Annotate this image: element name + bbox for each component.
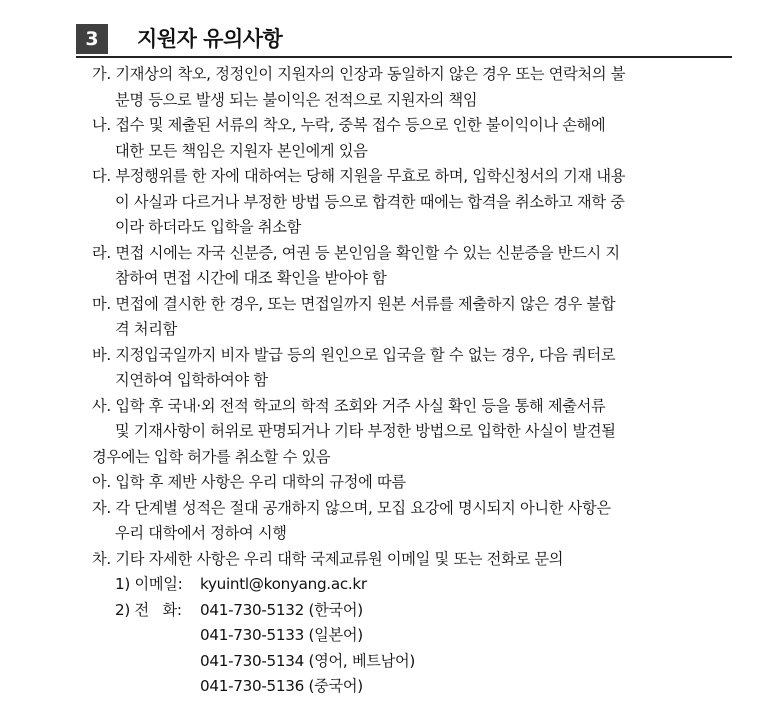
notice-line: 자. 각 단계별 성적은 절대 공개하지 않으며, 모집 요강에 명시되지 아니한 사항은 [92, 498, 611, 517]
notice-line: 가. 기재상의 착오, 정정인이 지원자의 인장과 동일하지 않은 경우 또는 연락처의 불 [92, 65, 626, 83]
notice-line: 우리 대학에서 정하여 시행 [115, 524, 287, 542]
notice-item-ja [92, 496, 724, 547]
notice-item-ra [92, 241, 724, 292]
notice-line: 사. 입학 후 국내·외 전적 학교의 학적 조회와 거주 사실 확인 등을 통해 제출서류 [92, 396, 606, 415]
section-header [76, 22, 732, 56]
notice-line: 이라 하더라도 입학을 취소함 [115, 218, 302, 236]
notice-line: 나. 접수 및 제출된 서류의 착오, 누락, 중복 접수 등으로 인한 불이익이나 손해에 [92, 116, 606, 134]
notice-item-cha [92, 547, 724, 573]
notice-line: 분명 등으로 발생 되는 불이익은 전적으로 지원자의 책임 [115, 90, 478, 109]
notice-list [92, 62, 724, 700]
contact-phone-row [92, 598, 724, 624]
section-number-badge: 3 [76, 24, 108, 54]
email-address-link[interactable]: kyuintl@konyang.ac.kr [200, 575, 367, 593]
notice-line: 바. 지정입국일까지 비자 발급 등의 원인으로 입국을 할 수 없는 경우, 다음 쿼터로 [92, 345, 616, 364]
notice-line: 및 기재사항이 허위로 판명되거나 기타 부정한 방법으로 입학한 사실이 발견될 [115, 422, 616, 440]
phone-label: 2) 전 화: [115, 600, 182, 619]
notice-item-ma [92, 292, 724, 343]
notice-line: 경우에는 입학 허가를 취소할 수 있음 [92, 447, 331, 466]
notice-line: 차. 기타 자세한 사항은 우리 대학 국제교류원 이메일 및 또는 전화로 문의 [92, 549, 564, 568]
notice-line: 마. 면접에 결시한 한 경우, 또는 면접일까지 원본 서류를 제출하지 않은 경우 불합 [92, 294, 616, 313]
section-title: 지원자 유의사항 [137, 27, 283, 51]
notice-item-ga [92, 62, 724, 113]
notice-line: 다. 부정행위를 한 자에 대하여는 당해 지원을 무효로 하며, 입학신청서의 기재 내용 [92, 167, 626, 185]
notice-item-a [92, 470, 724, 496]
notice-item-ba [92, 343, 724, 394]
email-label: 1) 이메일: [115, 575, 183, 593]
phone-number: 041-730-5132 (한국어) [200, 600, 363, 619]
notice-item-da [92, 164, 724, 241]
notice-line: 격 처리함 [115, 320, 178, 338]
contact-email-row [92, 572, 724, 598]
notice-line: 대한 모든 책임은 지원자 본인에게 있음 [115, 141, 368, 160]
notice-line: 라. 면접 시에는 자국 신분증, 여권 등 본인임을 확인할 수 있는 신분증을 반드시 지 [92, 243, 620, 262]
phone-number: 041-730-5136 (중국어) [200, 677, 363, 695]
notice-item-sa [92, 394, 724, 471]
phone-number: 041-730-5134 (영어, 베트남어) [200, 651, 416, 670]
notice-line: 이 사실과 다르거나 부정한 방법 등으로 합격한 때에는 합격을 취소하고 재학 중 [115, 192, 625, 211]
notice-item-na [92, 113, 724, 164]
title-underline [76, 56, 732, 58]
notice-line: 아. 입학 후 제반 사항은 우리 대학의 규정에 따름 [92, 473, 406, 491]
phone-number: 041-730-5133 (일본어) [200, 626, 363, 644]
notice-line: 참하여 면접 시간에 대조 확인을 받아야 함 [115, 269, 387, 287]
notice-line: 지연하여 입학하여야 함 [115, 371, 268, 389]
